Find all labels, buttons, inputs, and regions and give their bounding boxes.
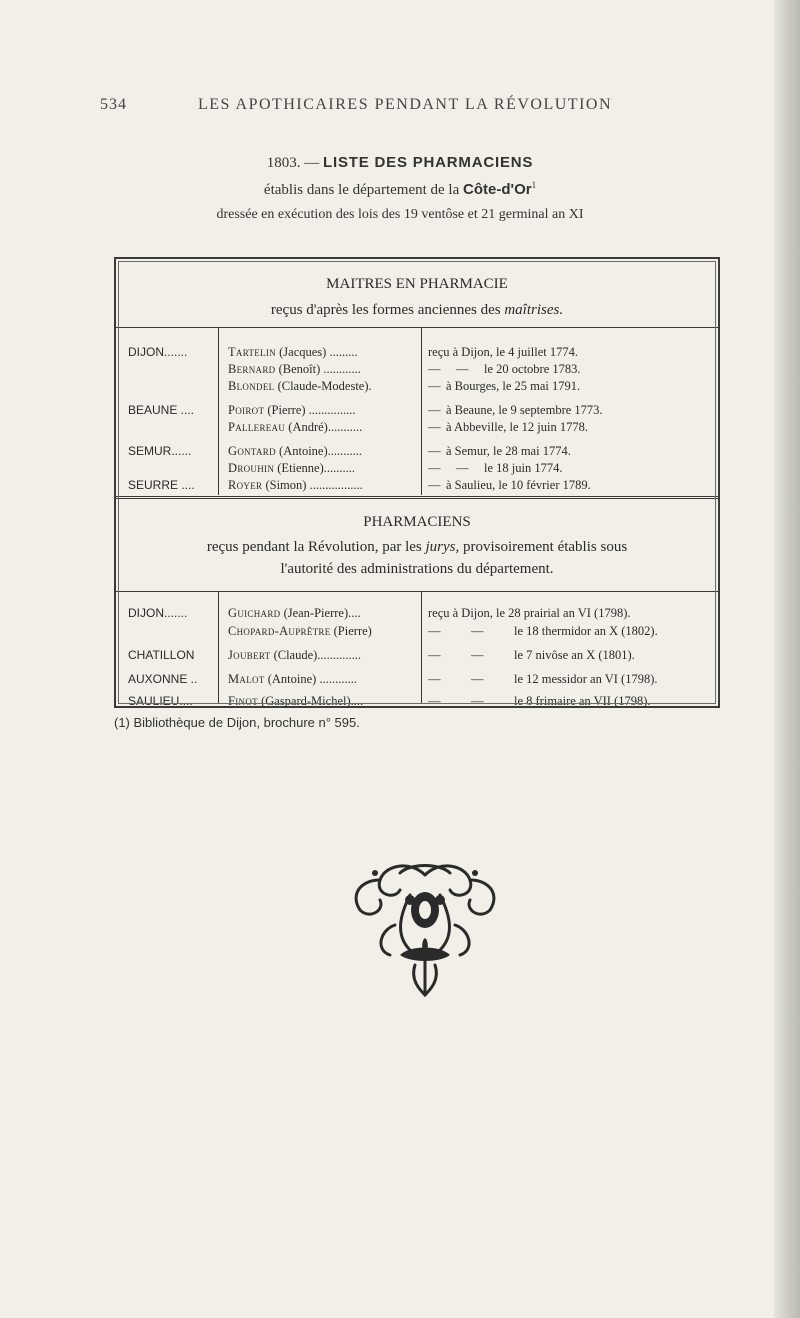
table-row (116, 343, 718, 361)
column-divider (218, 327, 219, 495)
place-cell: SEMUR...... (128, 444, 192, 458)
surname-cell: Pallereau (228, 420, 286, 434)
place-cell: DIJON....... (128, 606, 188, 620)
given-name-cell: (Jean-Pierre).... (283, 606, 361, 620)
place-cell: CHATILLON (128, 648, 195, 662)
detail-cell: le 18 juin 1774. (484, 461, 563, 475)
footnote: (1) Bibliothèque de Dijon, brochure n° 595. (114, 715, 360, 730)
place-cell: SAULIEU.... (128, 694, 193, 708)
title-subline (0, 180, 800, 199)
detail-cell: le 8 frimaire an VII (1798). (514, 694, 651, 708)
ditto-dash: — (428, 403, 441, 417)
title-legal-basis: dressée en exécution des lois des 19 ventôse et 21 germinal an XI (216, 207, 584, 222)
ditto-dash: — (456, 362, 469, 376)
title-line2-prefix: établis dans le département de la (263, 182, 460, 198)
ditto-dash: — (428, 461, 441, 475)
ditto-dash: — (456, 461, 469, 475)
section2-subtitle-prefix: reçus pendant la Révolution, par les (206, 539, 422, 555)
table-row (116, 360, 718, 378)
ditto-dash: — (428, 648, 441, 662)
place-cell: AUXONNE .. (128, 672, 198, 686)
section2-subtitle-suffix: provisoirement établis sous (463, 539, 628, 555)
detail-cell: le 18 thermidor an X (1802). (514, 624, 658, 638)
given-name-cell: (Etienne).......... (277, 461, 356, 475)
surname-cell: Joubert (228, 648, 271, 662)
detail-cell: à Beaune, le 9 septembre 1773. (446, 403, 603, 417)
document-title (0, 154, 800, 172)
detail-cell: à Bourges, le 25 mai 1791. (446, 379, 581, 393)
detail-cell: à Abbeville, le 12 juin 1778. (446, 420, 588, 434)
ditto-dash: — (428, 624, 441, 638)
surname-cell: Guichard (228, 606, 281, 620)
column-divider (218, 591, 219, 704)
given-name-cell: (Gaspard-Michel).... (261, 694, 364, 708)
given-name-cell: (Pierre) (333, 624, 372, 638)
table-row (116, 401, 718, 419)
detail-cell: reçu à Dijon, le 28 prairial an VI (1798). (428, 606, 631, 620)
detail-cell: le 12 messidor an VI (1798). (514, 672, 658, 686)
detail-cell: le 20 octobre 1783. (484, 362, 581, 376)
ditto-dash: — (428, 672, 441, 686)
ditto-dash: — (428, 444, 441, 458)
detail-cell: à Saulieu, le 10 février 1789. (446, 478, 591, 492)
given-name-cell: (Antoine) ............ (267, 672, 357, 686)
given-name-cell: (Claude).............. (273, 648, 362, 662)
table-row (116, 604, 718, 622)
column-divider (421, 327, 422, 495)
place-cell: BEAUNE .... (128, 403, 195, 417)
place-cell: DIJON....... (128, 345, 188, 359)
given-name-cell: (Pierre) ............... (267, 403, 356, 417)
surname-cell: Finot (228, 694, 258, 708)
column-divider (421, 591, 422, 704)
surname-cell: Drouhin (228, 461, 275, 475)
given-name-cell: (Jacques) ......... (279, 345, 358, 359)
running-title: LES APOTHICAIRES PENDANT LA RÉVOLUTION (197, 96, 613, 113)
table-row (116, 692, 718, 710)
ditto-dash: — (428, 420, 441, 434)
title-dash: — (304, 155, 320, 171)
ditto-dash: — (471, 624, 484, 638)
ditto-dash: — (428, 362, 441, 376)
surname-cell: Blondel (228, 379, 275, 393)
ditto-dash: — (428, 478, 441, 492)
section-separator (116, 496, 718, 499)
footnote-mark: 1 (531, 180, 537, 190)
section1-divider (116, 327, 718, 328)
given-name-cell: (André)........... (288, 420, 363, 434)
section2-divider (116, 591, 718, 592)
title-heading: LISTE DES PHARMACIENS (323, 154, 534, 171)
section2-title: PHARMACIENS (363, 514, 471, 530)
place-cell: SEURRE .... (128, 478, 195, 492)
section1-subtitle (116, 299, 718, 321)
section2-subtitle-italic: jurys, (425, 539, 460, 555)
ditto-dash: — (471, 672, 484, 686)
section1-title: MAITRES EN PHARMACIE (326, 276, 508, 292)
surname-cell: Gontard (228, 444, 276, 458)
table-row (116, 476, 718, 494)
pharmacists-table (114, 257, 720, 708)
ditto-dash: — (428, 379, 441, 393)
given-name-cell: (Simon) ................. (265, 478, 363, 492)
surname-cell: Tartelin (228, 345, 276, 359)
table-row (116, 442, 718, 460)
ditto-dash: — (471, 648, 484, 662)
detail-cell: le 7 nivôse an X (1801). (514, 648, 635, 662)
table-row (116, 646, 718, 664)
detail-cell: à Semur, le 28 mai 1774. (446, 444, 571, 458)
table-row (116, 459, 718, 477)
section2-subtitle (116, 536, 718, 558)
given-name-cell: (Claude-Modeste). (277, 379, 372, 393)
surname-cell: Poirot (228, 403, 265, 417)
table-row (116, 622, 718, 640)
table-row (116, 418, 718, 436)
floral-vignette-icon (340, 855, 510, 1005)
detail-cell: reçu à Dijon, le 4 juillet 1774. (428, 345, 578, 359)
ditto-dash: — (471, 694, 484, 708)
section1-subtitle-prefix: reçus d'après les formes anciennes des (270, 302, 501, 318)
table-row (116, 377, 718, 395)
title-region: Côte-d'Or (463, 181, 532, 198)
section1-subtitle-italic: maîtrises. (504, 302, 564, 318)
table-row (116, 670, 718, 688)
given-name-cell: (Benoît) ............ (278, 362, 361, 376)
surname-cell: Chopard-Auprêtre (228, 624, 331, 638)
ditto-dash: — (428, 694, 441, 708)
surname-cell: Royer (228, 478, 263, 492)
title-year: 1803. (266, 155, 301, 171)
page-number: 534 (100, 96, 127, 113)
surname-cell: Bernard (228, 362, 276, 376)
given-name-cell: (Antoine)........... (279, 444, 363, 458)
page-header (100, 96, 660, 122)
surname-cell: Malot (228, 672, 265, 686)
section2-subtitle-line3: l'autorité des administrations du département. (280, 561, 554, 577)
